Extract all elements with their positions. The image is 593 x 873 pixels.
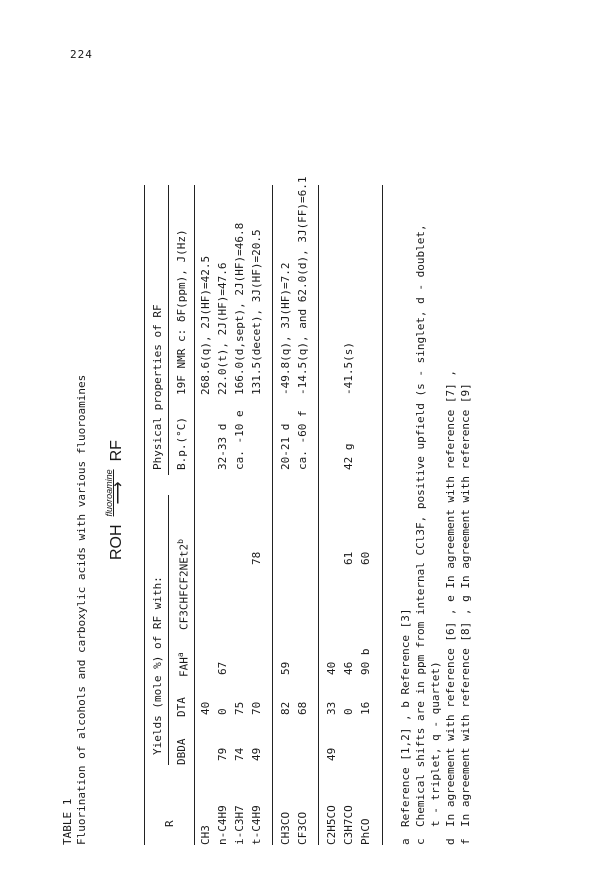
header-boiling-point: B.p.(°C)	[175, 417, 188, 470]
table-footnotes	[400, 145, 475, 845]
table-top-rule	[144, 185, 145, 845]
table-bottom-rule	[382, 185, 383, 845]
page-number: 224	[70, 48, 93, 61]
header-dbda: DBDA	[175, 738, 188, 765]
reaction-arrow	[104, 469, 126, 516]
scheme-reagent: fluoroamine	[104, 469, 114, 517]
footnote: f In agreement with reference [8] , g In agreement with reference [9]	[459, 383, 472, 845]
header-bottom-rule	[194, 185, 195, 845]
header-properties-group: Physical properties of RF	[151, 304, 164, 470]
header-nmr: 19F NMR c: δF(ppm), J(Hz)	[175, 229, 188, 395]
header-yields-group: Yields (mole %) of RF with:	[151, 576, 164, 755]
rotated-table-page: TABLE 1 Fluorination of alcohols and carboxylic acids with various fluoroamines ROH fluoroamine ⟶ RF R Yields (mole %) of RF with: Physical properties of RF DBDA DTA FAH$^a$ CF3CHFCF2NEt2$^b$ B.p.(°C) 19F NMR c: δF(ppm), J(Hz) CH3 40 268.6(q), 2J(HF)=42.5 n-C4H9 79 0 67 32-33 d 22.0(t), 2J(HF)=47.6 i-C3H7 74 75 ca. -10 e 166.0(d,sept), 2J(HF)=46.8 t-C4H9 49 70 78 131.5(decet), 3J(HF)=20.5 CH3CO 82 59 20-21 d -49.8(q), 3J(HF)=7.2 CF3CO 68 ca. -60 f -14.5(q), and 62.0(d), 3J(FF)=6.1 C2H5CO 49 33 40 C3H7CO 0 46 61 42 g -41.5(s) PhCO 16 90 b 60 a Reference [1,2] , b Reference [3] c Chemical shifts are in ppm from internal CCl3F, positive upfield (s - singlet, d - doublet, t - triplet, q - quartet) d In agreement with reference [6] , e In agreement with reference [7] , f In agreement with reference [8] , g In agreement with reference [9]	[60, 85, 470, 845]
table-label: TABLE 1	[61, 798, 74, 845]
table-caption	[62, 375, 88, 845]
scheme-reactant: ROH	[107, 524, 125, 560]
arrow-icon: ⟶	[110, 481, 128, 505]
reaction-scheme	[104, 440, 126, 560]
header-r: R	[163, 820, 176, 827]
footnote: d In agreement with reference [6] , e In agreement with reference [7] ,	[444, 370, 457, 845]
header-fah: FAH$^a$	[176, 652, 191, 677]
footnote: c Chemical shifts are in ppm from internal CCl3F, positive upfield (s - singlet, d - doublet,	[414, 224, 427, 845]
yields-subrule	[168, 495, 169, 765]
section-divider	[318, 185, 319, 845]
header-cf3chfcf2net2: CF3CHFCF2NEt2$^b$	[176, 539, 191, 630]
table-title: Fluorination of alcohols and carboxylic acids with various fluoroamines	[74, 374, 88, 845]
footnote: a Reference [1,2] , b Reference [3]	[399, 608, 412, 845]
section-divider	[272, 185, 273, 845]
scheme-product: RF	[107, 440, 125, 462]
properties-subrule	[168, 185, 169, 475]
header-dta: DTA	[175, 697, 188, 717]
footnote: t - triplet, q - quartet)	[429, 661, 442, 827]
